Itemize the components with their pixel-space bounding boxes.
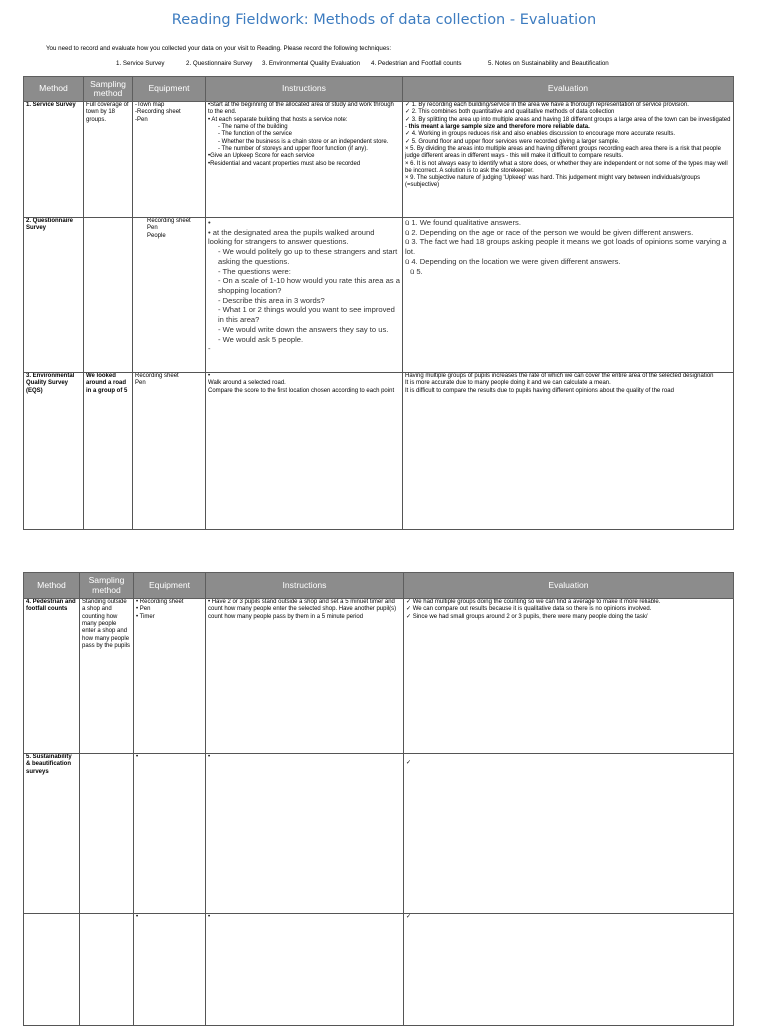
table-row xyxy=(24,102,734,218)
instruction-line: - We would write down the answers they say to us. xyxy=(218,324,389,334)
instruction-line: - The questions were: xyxy=(218,266,291,276)
evaluation-line: × 9. The subjective nature of judging 'Upkeep' was hard. This judgement might vary between individuals/groups (=subjective) xyxy=(405,175,701,189)
header-instructions: Instructions xyxy=(206,573,404,599)
instructions-cell xyxy=(206,754,404,914)
equipment-item: People xyxy=(147,232,166,239)
equipment-item: -Recording sheet xyxy=(135,109,181,116)
equipment-item: • Timer xyxy=(136,613,155,620)
instruction-line: - The name of the building xyxy=(218,123,288,130)
instruction-line: • Have 2 or 3 pupils stand outside a shop and set a 5 minuet timer and count how many people enter the selected shop. Have another pupil(s) count how many people pass by them in a 5 minute period xyxy=(208,599,397,620)
equipment-cell xyxy=(133,102,206,218)
instruction-line: Walk around a selected road. xyxy=(208,380,286,387)
evaluation-line xyxy=(405,117,731,132)
equipment-cell xyxy=(133,373,206,530)
equipment-item: • Pen xyxy=(136,606,151,613)
evaluation-cell xyxy=(403,373,734,530)
instruction-line: • xyxy=(208,914,211,920)
instruction-line: •Residential and vacant properties must also be recorded xyxy=(208,160,361,167)
method-cell: 3. Environmental Quality Survey (EQS) xyxy=(24,373,84,530)
method-cell: 2. Questionnaire Survey xyxy=(24,218,84,373)
instruction-line: - Whether the business is a chain store or an independent store. xyxy=(218,138,389,145)
evaluation-line: × 6. It is not always easy to identify what a store does, or whether they are independent or not some of the types may well be incorrect. A solution is to ask the storekeeper. xyxy=(405,160,728,174)
technique-item: 1. Service Survey xyxy=(116,60,165,67)
evaluation-line: ü 1. We found qualitative answers. xyxy=(405,218,521,227)
equipment-cell xyxy=(134,914,206,1026)
evaluation-line: ü 2. Depending on the age or race of the person we would be given different answers. xyxy=(405,227,694,237)
evaluation-line: ✓ We can compare out results because it is qualitative data so there is no opinions involved. xyxy=(406,606,652,613)
technique-item: 5. Notes on Sustainability and Beautification xyxy=(488,60,609,67)
sampling-cell xyxy=(80,754,134,914)
technique-item: 3. Environmental Quality Evaluation xyxy=(262,60,361,67)
method-cell: 4. Pedestrian and footfall counts xyxy=(24,599,80,754)
evaluation-line: Having multiple groups of pupils increases the rate of which we can cover the entire area of the selected designation xyxy=(405,373,714,379)
sampling-cell xyxy=(84,218,133,373)
header-equipment: Equipment xyxy=(134,573,206,599)
evaluation-table-1 xyxy=(23,76,734,530)
equipment-item: • Recording sheet xyxy=(136,599,184,605)
instructions-cell xyxy=(206,599,404,754)
technique-item: 2. Questionnaire Survey xyxy=(186,60,253,67)
equipment-item: • xyxy=(136,914,139,920)
evaluation-emphasis: this meant a large sample size and therefore more reliable data. xyxy=(408,123,590,130)
instruction-line: - What 1 or 2 things would you want to see improved in this area? xyxy=(218,305,395,325)
instruction-line: - The number of storeys and upper floor function (if any). xyxy=(218,145,368,152)
equipment-item: Recording sheet xyxy=(135,373,179,379)
instructions-cell xyxy=(206,218,403,373)
evaluation-table-2 xyxy=(23,572,734,1026)
instruction-line: •Give an Upkeep Score for each service xyxy=(208,153,315,160)
table-row xyxy=(24,373,734,530)
table-row xyxy=(24,599,734,754)
equipment-item: Pen xyxy=(135,380,146,387)
equipment-cell xyxy=(133,218,206,373)
evaluation-line: ✓ 4. Working in groups reduces risk and also enables discussion to encourage more accurate results. xyxy=(405,131,676,138)
evaluation-cell xyxy=(404,914,734,1026)
evaluation-line: ✓ Since we had small groups around 2 or 3 pupils, there were many people doing the task/ xyxy=(406,613,648,620)
evaluation-line: ✓ xyxy=(406,760,412,766)
intro-text: You need to record and evaluate how you collected your data on your visit to Reading. Please record the following techniques: xyxy=(46,45,392,52)
instruction-line: • xyxy=(208,373,211,379)
header-evaluation: Evaluation xyxy=(403,77,734,102)
header-instructions: Instructions xyxy=(206,77,403,102)
evaluation-line: It is more accurate due to many people doing it and we can calculate a mean. xyxy=(405,380,611,387)
instruction-line: - xyxy=(208,344,211,354)
header-equipment: Equipment xyxy=(133,77,206,102)
method-cell: 5. Sustainability & beautification surveys xyxy=(24,754,80,914)
sampling-cell: We looked around a road in a group of 5 xyxy=(84,373,133,530)
instruction-line: •Start at the beginning of the allocated area of study and work through to the end. xyxy=(208,102,394,116)
evaluation-line: ✓ 2. This combines both quantitative and qualitative methods of data collection xyxy=(405,109,615,116)
header-sampling: Sampling method xyxy=(80,573,134,599)
method-cell: 1. Service Survey xyxy=(24,102,84,218)
equipment-cell xyxy=(134,599,206,754)
evaluation-cell xyxy=(404,599,734,754)
equipment-item: Pen xyxy=(147,225,158,232)
instruction-line: • xyxy=(208,754,211,760)
instructions-cell xyxy=(206,373,403,530)
evaluation-cell xyxy=(404,754,734,914)
sampling-cell: Full coverage of town by 18 groups. xyxy=(84,102,133,218)
instruction-line: - We would ask 5 people. xyxy=(218,334,304,344)
equipment-item: • xyxy=(136,754,139,760)
evaluation-line: ✓ 1. By recording each building/service in the area we have a thorough representation of service provision. xyxy=(405,102,689,108)
header-method: Method xyxy=(24,77,84,102)
evaluation-cell xyxy=(403,102,734,218)
instructions-cell xyxy=(206,102,403,218)
evaluation-line: × 5. By dividing the areas into multiple areas and having different groups recording each area there is a risk that people judge different areas in different ways - this will make it difficult to compare results. xyxy=(405,145,721,160)
evaluation-line: ü 3. The fact we had 18 groups asking people it means we got loads of opinions some varying a lot. xyxy=(405,237,727,257)
table-row xyxy=(24,914,734,1026)
equipment-item: Recording sheet xyxy=(147,218,191,224)
table-row xyxy=(24,754,734,914)
header-method: Method xyxy=(24,573,80,599)
instructions-cell xyxy=(206,914,404,1026)
instruction-line: • at the designated area the pupils walked around looking for strangers to answer questions. xyxy=(208,227,375,247)
evaluation-cell xyxy=(403,218,734,373)
instruction-line: • At each separate building that hosts a service note: xyxy=(208,116,348,123)
technique-item: 4. Pedestrian and Footfall counts xyxy=(371,60,462,67)
method-cell xyxy=(24,914,80,1026)
sampling-cell: Standing outside a shop and counting how many people enter a shop and how many people pass by the pupils xyxy=(80,599,134,754)
instruction-line: - We would politely go up to these strangers and start asking the questions. xyxy=(218,247,398,266)
evaluation-line: ü 5. xyxy=(410,266,423,276)
evaluation-line: ü 4. Depending on the location we were given different answers. xyxy=(405,256,621,266)
equipment-cell xyxy=(134,754,206,914)
header-evaluation: Evaluation xyxy=(404,573,734,599)
evaluation-line: It is difficult to compare the results due to pupils having different opinions about the quality of the road xyxy=(405,387,674,394)
evaluation-line: ✓ We had multiple groups doing the counting so we can find a average to make it more reliable. xyxy=(406,599,661,605)
techniques-list xyxy=(0,60,768,70)
instruction-line: - The function of the service xyxy=(218,131,292,138)
equipment-item: -Town map xyxy=(135,102,165,108)
equipment-item: -Pen xyxy=(135,116,148,123)
header-sampling: Sampling method xyxy=(84,77,133,102)
table-row xyxy=(24,218,734,373)
evaluation-line: ✓ xyxy=(406,914,412,920)
instruction-line: Compare the score to the first location chosen according to each point xyxy=(208,387,395,394)
evaluation-line: ✓ 5. Ground floor and upper floor services were recorded giving a larger sample. xyxy=(405,138,620,145)
instruction-line: • xyxy=(208,218,211,227)
instruction-line: - Describe this area in 3 words? xyxy=(218,295,325,305)
sampling-cell xyxy=(80,914,134,1026)
instruction-line: - On a scale of 1-10 how would you rate this area as a shopping location? xyxy=(218,276,400,296)
evaluation-text: ✓ 3. By splitting the area up into multiple areas and having 18 different groups a large area of the town can be investigated - xyxy=(405,116,731,130)
page-title: Reading Fieldwork: Methods of data collection - Evaluation xyxy=(171,12,597,28)
